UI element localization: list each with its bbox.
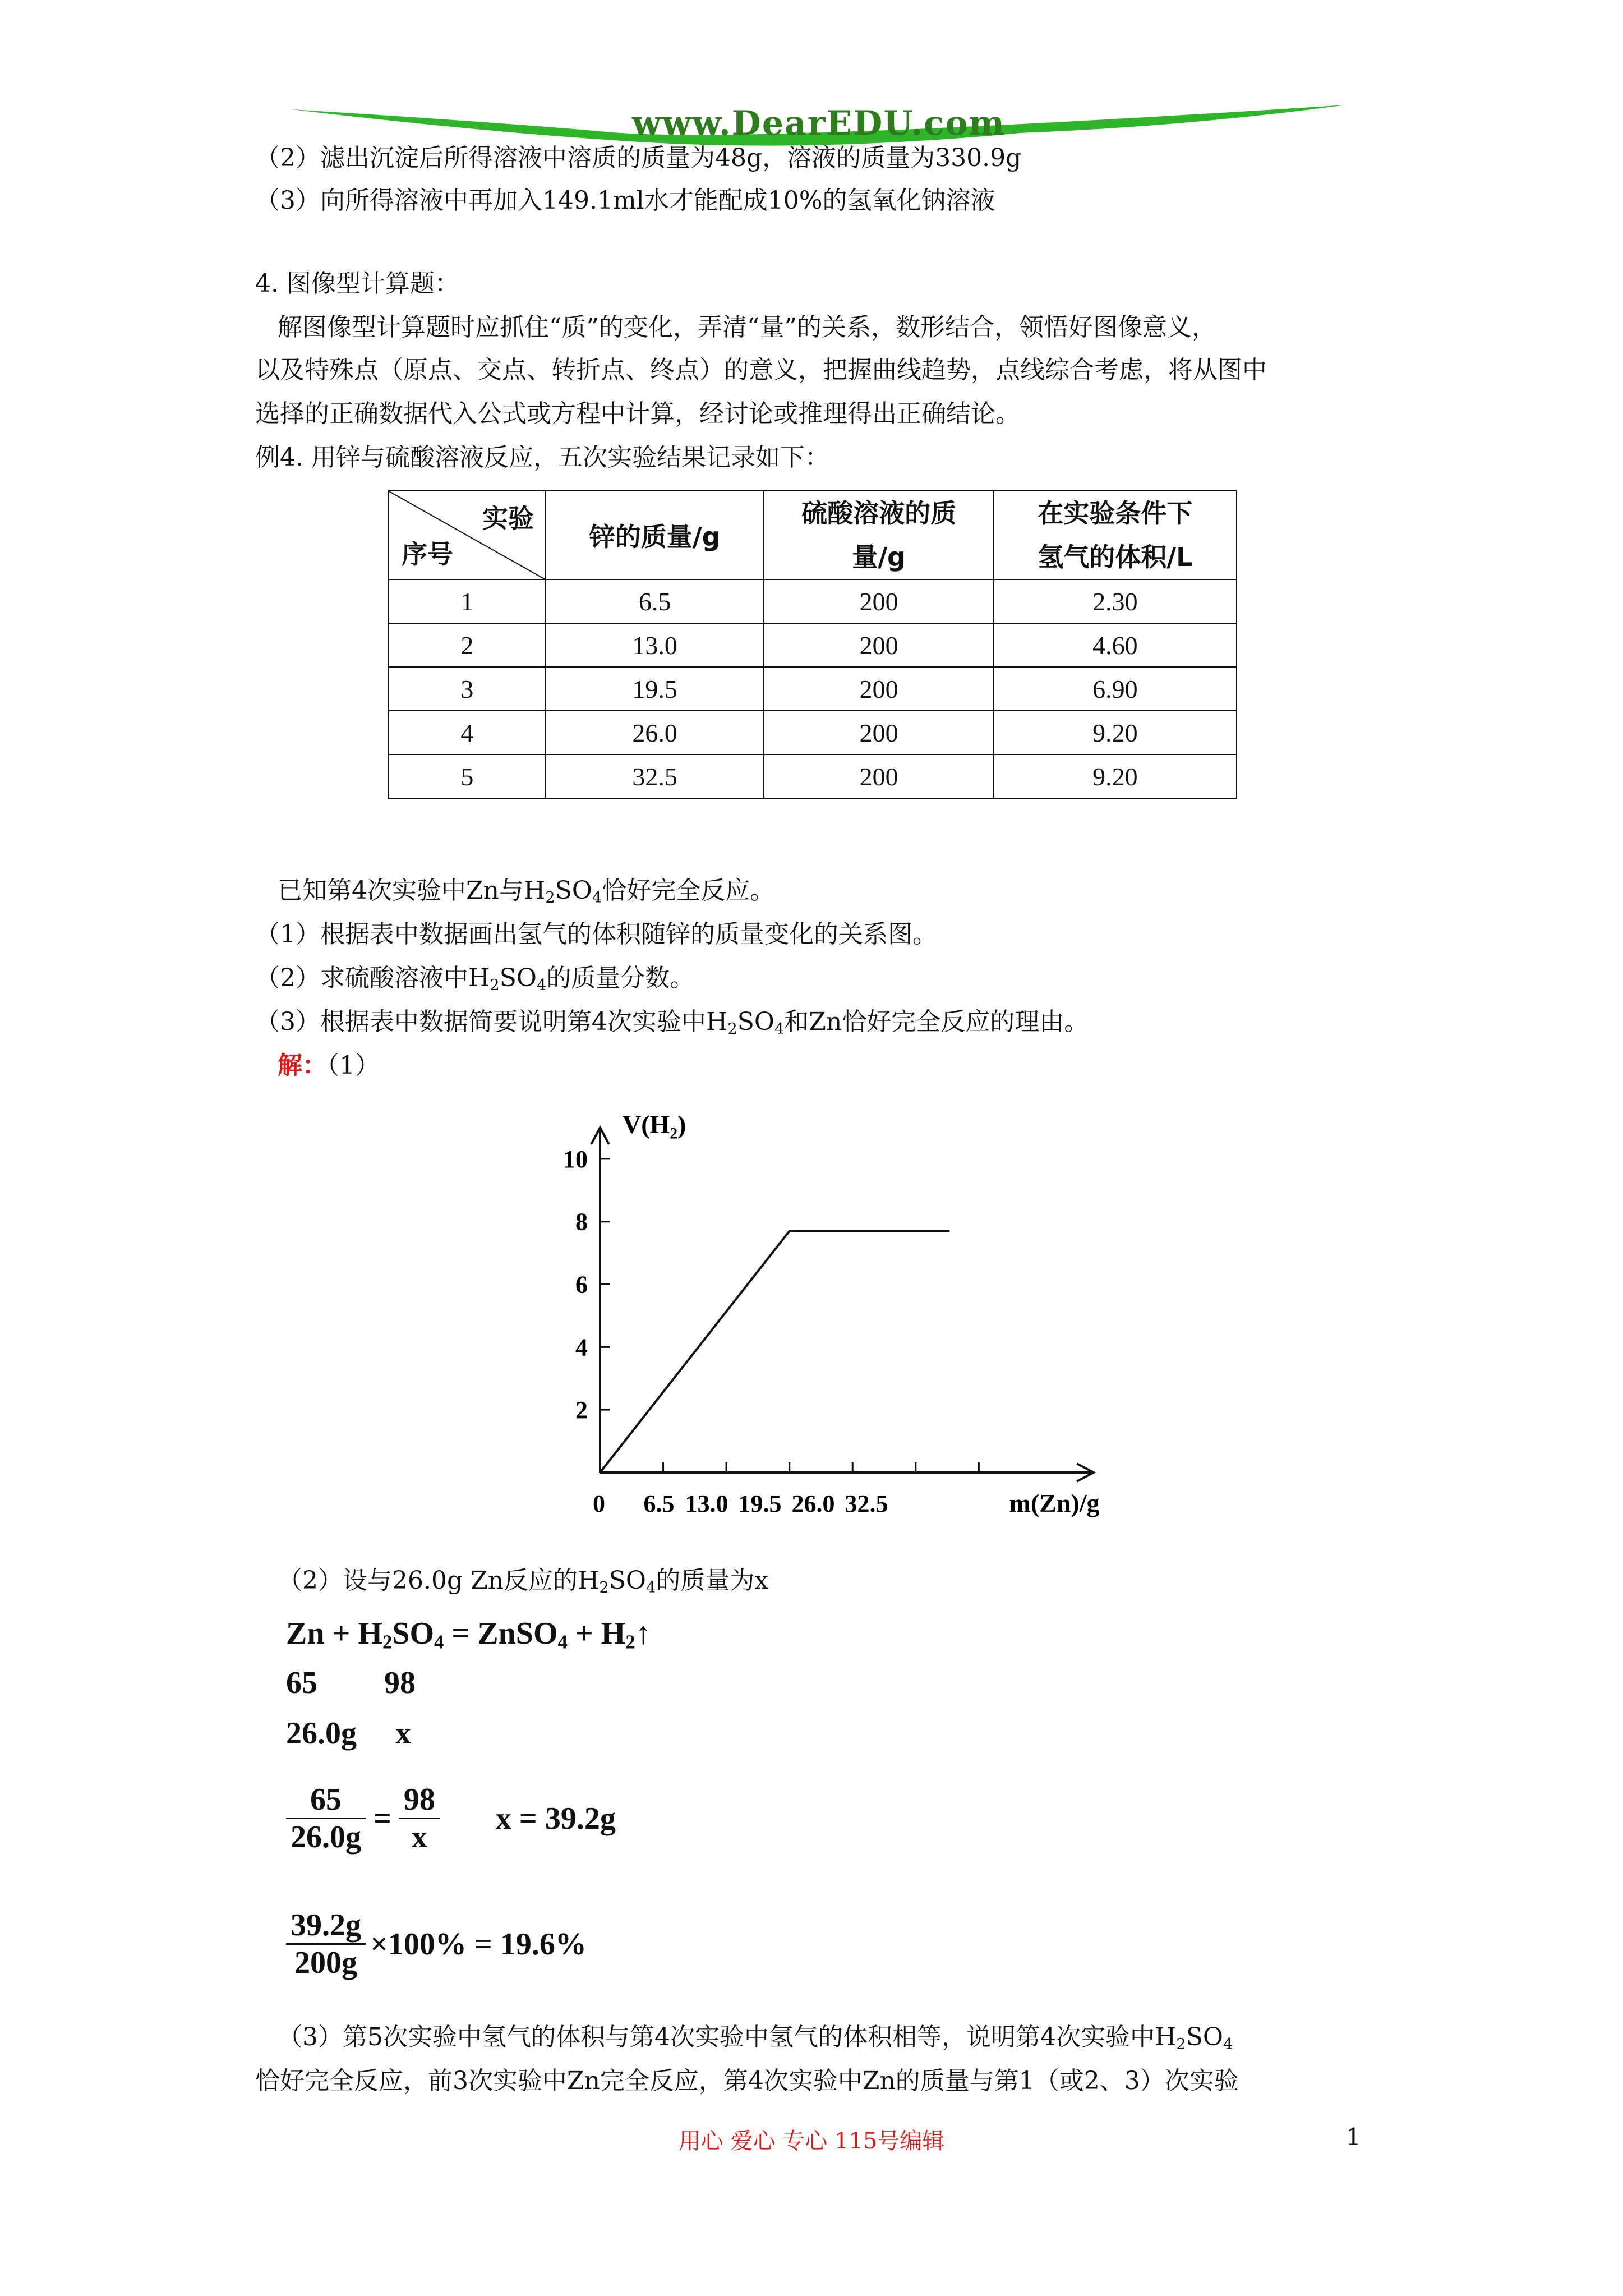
sub-2: 2	[625, 1631, 635, 1653]
table-cell: 200	[764, 667, 993, 711]
fraction-1	[286, 1782, 366, 1855]
q3-c: 和Zn恰好完全反应的理由。	[784, 1007, 1089, 1036]
section-para-3: 选择的正确数据代入公式或方程中计算，经讨论或推理得出正确结论。	[255, 399, 1020, 428]
molar-mass-65: 65	[286, 1665, 317, 1700]
table-cell: 9.20	[994, 711, 1237, 754]
origin-label: 0	[593, 1490, 605, 1517]
known-condition	[278, 875, 774, 914]
sub-2: 2	[490, 976, 500, 994]
sub-4: 4	[536, 976, 547, 994]
gas-up-arrow-icon: ↑	[635, 1616, 651, 1651]
eq-h: + H	[567, 1616, 626, 1651]
sub-4: 4	[1223, 2035, 1233, 2053]
col-zinc-mass: 锌的质量/g	[546, 491, 764, 579]
section-para-1: 解图像型计算题时应抓住“质”的变化，弄清“量”的关系，数形结合，领悟好图像意义，	[278, 313, 1216, 342]
table-row	[389, 754, 1237, 798]
fraction-2	[399, 1782, 440, 1855]
table-row	[389, 711, 1237, 754]
sub-4: 4	[557, 1631, 568, 1653]
reason-line-2: 恰好完全反应，前3次实验中Zn完全反应，第4次实验中Zn的质量与第1（或2、3）次实验	[255, 2067, 1239, 2095]
table-cell: 26.0	[546, 711, 764, 754]
sub-2: 2	[1176, 2035, 1186, 2053]
frac1-den: 26.0g	[291, 1820, 361, 1855]
sub-2: 2	[545, 889, 555, 907]
known-a: 已知第4次实验中Zn与H	[278, 876, 546, 905]
sub-4: 4	[592, 889, 602, 907]
y-tick-label: 10	[563, 1145, 588, 1173]
proportion-equation	[286, 1782, 616, 1855]
eq-so: SO	[392, 1616, 435, 1651]
section-title: 4. 图像型计算题：	[255, 269, 459, 298]
corner-bottom-label: 序号	[402, 539, 453, 569]
col-h2-volume-a: 在实验条件下	[1038, 498, 1193, 528]
col-h2-volume	[994, 491, 1237, 579]
sub-2: 2	[727, 1020, 737, 1038]
x-axis-label: m(Zn)/g	[1009, 1489, 1100, 1517]
molar-mass-98: 98	[384, 1665, 416, 1700]
table-row	[389, 667, 1237, 711]
eq-znso: = ZnSO	[444, 1616, 558, 1651]
sub-4: 4	[774, 1020, 785, 1038]
table-cell: 5	[389, 754, 546, 798]
question-2	[255, 963, 694, 1001]
eq-zn: Zn + H	[286, 1616, 382, 1651]
sol2-a: （2）设与26.0g Zn反应的H	[278, 1566, 600, 1595]
table-cell: 200	[764, 754, 993, 798]
q2-b: SO	[499, 964, 537, 992]
table-cell: 6.5	[546, 579, 764, 623]
y-tick-label: 8	[575, 1208, 588, 1236]
frac-equals: =	[374, 1801, 391, 1836]
table-cell: 1	[389, 579, 546, 623]
table-row	[389, 579, 1237, 623]
percentage-equation	[286, 1907, 587, 1981]
reason-a: （3）第5次实验中氢气的体积与第4次实验中氢气的体积相等，说明第4次实验中H	[278, 2023, 1177, 2051]
frac1-num: 65	[286, 1782, 366, 1819]
sub-4: 4	[645, 1579, 656, 1596]
sol2-b: SO	[608, 1566, 646, 1595]
h2-volume-chart	[527, 1099, 1122, 1526]
header-url[interactable]: www.DearEDU.com	[631, 104, 1006, 143]
table-cell: 200	[764, 623, 993, 667]
q3-b: SO	[737, 1007, 774, 1036]
question-1: （1）根据表中数据画出氢气的体积随锌的质量变化的关系图。	[255, 920, 937, 949]
known-b: SO	[555, 876, 592, 905]
intro-line-3: （3）向所得溶液中再加入149.1ml水才能配成10%的氢氧化钠溶液	[255, 186, 995, 215]
table-row	[389, 623, 1237, 667]
q2-a: （2）求硫酸溶液中H	[255, 964, 490, 992]
solution-part-1: （1）	[327, 1051, 380, 1080]
table-cell: 6.90	[994, 667, 1237, 711]
table-cell: 32.5	[546, 754, 764, 798]
x-tick-label: 26.0	[791, 1490, 835, 1517]
table-cell: 9.20	[994, 754, 1237, 798]
fraction-percent	[286, 1907, 366, 1981]
table-cell: 3	[389, 667, 546, 711]
example-4: 例4. 用锌与硫酸溶液反应，五次实验结果记录如下：	[255, 443, 829, 472]
sol2-c: 的质量为x	[656, 1566, 769, 1595]
x-tick-label: 19.5	[738, 1490, 782, 1517]
x-result: x = 39.2g	[495, 1801, 616, 1836]
frac2-den: x	[411, 1820, 427, 1855]
x-tick-label: 6.5	[643, 1490, 675, 1517]
table-header-row	[389, 491, 1237, 579]
page-number: 1	[1346, 2123, 1361, 2151]
table-cell: 200	[764, 579, 993, 623]
mass-26: 26.0g	[286, 1716, 357, 1751]
sub-2: 2	[599, 1579, 609, 1596]
h2-volume-line	[600, 1231, 949, 1473]
table-cell: 4	[389, 711, 546, 754]
intro-line-2: （2）滤出沉淀后所得溶液中溶质的质量为48g，溶液的质量为330.9g	[255, 144, 1022, 172]
y-tick-label: 6	[575, 1271, 588, 1299]
sub-2: 2	[382, 1631, 393, 1653]
data-table	[388, 490, 1237, 799]
frac2-num: 98	[399, 1782, 440, 1819]
table-cell: 2	[389, 623, 546, 667]
solution-start	[278, 1050, 380, 1082]
q2-c: 的质量分数。	[546, 964, 695, 992]
col-acid-mass	[764, 491, 993, 579]
table-cell: 19.5	[546, 667, 764, 711]
y-axis-label: V(H₂)	[623, 1110, 686, 1139]
reaction-equation	[286, 1616, 651, 1654]
footer-note: 用心 爱心 专心 115号编辑	[678, 2128, 945, 2154]
col-h2-volume-b: 氢气的体积/L	[1038, 542, 1193, 572]
percent-num: 39.2g	[286, 1907, 366, 1945]
table-cell: 4.60	[994, 623, 1237, 667]
table-cell: 200	[764, 711, 993, 754]
known-c: 恰好完全反应。	[602, 876, 775, 905]
percent-den: 200g	[294, 1945, 357, 1980]
q3-a: （3）根据表中数据简要说明第4次实验中H	[255, 1007, 728, 1036]
section-para-2: 以及特殊点（原点、交点、转折点、终点）的意义，把握曲线趋势，点线综合考虑，将从图中	[255, 356, 1267, 384]
solution-2-line	[278, 1565, 768, 1604]
x-tick-label: 32.5	[845, 1490, 888, 1517]
mass-x: x	[395, 1716, 411, 1751]
question-3	[255, 1006, 1089, 1045]
solution-label: 解：	[278, 1051, 327, 1080]
x-tick-label: 13.0	[685, 1490, 728, 1517]
corner-top-label: 实验	[482, 503, 534, 533]
col-acid-mass-b: 量/g	[852, 542, 906, 572]
percent-result: ×100% = 19.6%	[370, 1926, 587, 1962]
col-acid-mass-a: 硫酸溶液的质	[801, 498, 957, 528]
reason-line-1	[278, 2022, 1233, 2060]
sub-4: 4	[434, 1631, 444, 1653]
table-corner-cell	[389, 491, 546, 579]
reason-b: SO	[1186, 2023, 1223, 2051]
table-cell: 13.0	[546, 623, 764, 667]
table-cell: 2.30	[994, 579, 1237, 623]
y-tick-label: 4	[575, 1333, 588, 1361]
y-tick-label: 2	[575, 1396, 588, 1424]
